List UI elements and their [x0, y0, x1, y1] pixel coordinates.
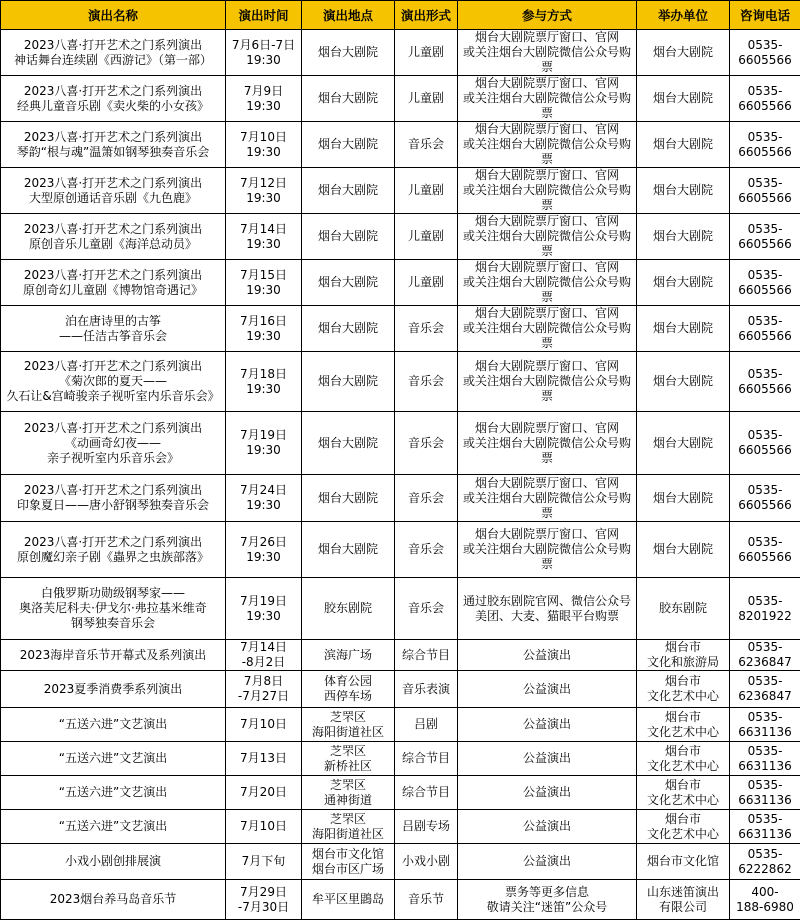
event-phone-cell: 400- 188-6980: [730, 880, 800, 920]
event-venue-cell: 胶东剧院: [302, 578, 395, 640]
event-method-cell: 通过胶东剧院官网、微信公众号 美团、大麦、猫眼平台购票: [458, 578, 637, 640]
event-method-cell: 公益演出: [458, 708, 637, 742]
table-row: [1, 776, 800, 810]
table-row: [1, 122, 800, 168]
event-phone-cell: 0535- 6605566: [730, 168, 800, 214]
table-row: [1, 30, 800, 76]
event-name-cell: 2023八喜·打开艺术之门系列演出 印象夏日——唐小舒钢琴独奏音乐会: [1, 475, 226, 522]
event-host-cell: 烟台大剧院: [637, 412, 730, 475]
event-form-cell: 音乐会: [395, 522, 458, 578]
header-method: 参与方式: [458, 1, 637, 30]
table-row: [1, 844, 800, 880]
event-venue-cell: 烟台大剧院: [302, 30, 395, 76]
table-row: [1, 522, 800, 578]
event-name-cell: 泊在唐诗里的古筝 ——任洁古筝音乐会: [1, 306, 226, 352]
event-venue-cell: 烟台市文化馆 烟台市区广场: [302, 844, 395, 880]
event-phone-cell: 0535- 6605566: [730, 412, 800, 475]
event-host-cell: 烟台大剧院: [637, 522, 730, 578]
event-form-cell: 音乐节: [395, 880, 458, 920]
event-phone-cell: 0535- 6631136: [730, 776, 800, 810]
event-phone-cell: 0535- 6222862: [730, 844, 800, 880]
event-host-cell: 烟台大剧院: [637, 214, 730, 260]
event-venue-cell: 体育公园 西停车场: [302, 671, 395, 708]
table-row: [1, 475, 800, 522]
event-host-cell: 烟台大剧院: [637, 30, 730, 76]
event-name-cell: 小戏小剧创排展演: [1, 844, 226, 880]
event-venue-cell: 芝罘区 海阳街道社区: [302, 810, 395, 844]
event-form-cell: 儿童剧: [395, 30, 458, 76]
event-time-cell: 7月13日: [226, 742, 302, 776]
header-phone: 咨询电话: [730, 1, 800, 30]
header-venue: 演出地点: [302, 1, 395, 30]
table-row: [1, 578, 800, 640]
table-row: [1, 412, 800, 475]
event-host-cell: 烟台大剧院: [637, 306, 730, 352]
event-method-cell: 烟台大剧院票厅窗口、官网 或关注烟台大剧院微信公众号购票: [458, 475, 637, 522]
event-name-cell: 2023海岸音乐节开幕式及系列演出: [1, 640, 226, 671]
event-time-cell: 7月14日 19:30: [226, 214, 302, 260]
event-phone-cell: 0535- 6605566: [730, 260, 800, 306]
event-venue-cell: 烟台大剧院: [302, 168, 395, 214]
table-row: [1, 742, 800, 776]
event-form-cell: 儿童剧: [395, 214, 458, 260]
event-form-cell: 吕剧专场: [395, 810, 458, 844]
table-row: [1, 640, 800, 671]
event-name-cell: 2023八喜·打开艺术之门系列演出 琴韵“根与魂”温箫如钢琴独奏音乐会: [1, 122, 226, 168]
event-name-cell: 2023八喜·打开艺术之门系列演出 《动画奇幻夜—— 亲子视听室内乐音乐会》: [1, 412, 226, 475]
event-form-cell: 音乐会: [395, 122, 458, 168]
header-host: 举办单位: [637, 1, 730, 30]
event-method-cell: 烟台大剧院票厅窗口、官网 或关注烟台大剧院微信公众号购票: [458, 522, 637, 578]
event-host-cell: 烟台市 文化艺术中心: [637, 742, 730, 776]
event-time-cell: 7月下旬: [226, 844, 302, 880]
event-method-cell: 烟台大剧院票厅窗口、官网 或关注烟台大剧院微信公众号购票: [458, 76, 637, 122]
event-venue-cell: 烟台大剧院: [302, 76, 395, 122]
event-venue-cell: 烟台大剧院: [302, 260, 395, 306]
event-method-cell: 公益演出: [458, 776, 637, 810]
event-host-cell: 烟台市 文化艺术中心: [637, 671, 730, 708]
event-time-cell: 7月19日 19:30: [226, 578, 302, 640]
event-method-cell: 烟台大剧院票厅窗口、官网 或关注烟台大剧院微信公众号购票: [458, 260, 637, 306]
event-time-cell: 7月15日 19:30: [226, 260, 302, 306]
event-name-cell: 2023八喜·打开艺术之门系列演出 原创奇幻儿童剧《博物馆奇遇记》: [1, 260, 226, 306]
event-name-cell: “五送六进”文艺演出: [1, 776, 226, 810]
event-time-cell: 7月14日 -8月2日: [226, 640, 302, 671]
event-phone-cell: 0535- 6605566: [730, 214, 800, 260]
event-form-cell: 儿童剧: [395, 76, 458, 122]
table-row: [1, 168, 800, 214]
event-host-cell: 胶东剧院: [637, 578, 730, 640]
table-row: [1, 810, 800, 844]
event-phone-cell: 0535- 6631136: [730, 742, 800, 776]
event-phone-cell: 0535- 6605566: [730, 76, 800, 122]
event-phone-cell: 0535- 8201922: [730, 578, 800, 640]
event-method-cell: 公益演出: [458, 742, 637, 776]
event-time-cell: 7月26日 19:30: [226, 522, 302, 578]
event-name-cell: 2023八喜·打开艺术之门系列演出 原创音乐儿童剧《海洋总动员》: [1, 214, 226, 260]
event-time-cell: 7月20日: [226, 776, 302, 810]
event-name-cell: “五送六进”文艺演出: [1, 742, 226, 776]
event-method-cell: 烟台大剧院票厅窗口、官网 或关注烟台大剧院微信公众号购票: [458, 30, 637, 76]
event-venue-cell: 烟台大剧院: [302, 412, 395, 475]
event-name-cell: 2023八喜·打开艺术之门系列演出 原创魔幻亲子剧《蟲界之虫族部落》: [1, 522, 226, 578]
table-row: [1, 352, 800, 412]
event-form-cell: 综合节目: [395, 742, 458, 776]
event-host-cell: 烟台市 文化艺术中心: [637, 776, 730, 810]
event-time-cell: 7月29日 -7月30日: [226, 880, 302, 920]
event-method-cell: 烟台大剧院票厅窗口、官网 或关注烟台大剧院微信公众号购票: [458, 306, 637, 352]
event-venue-cell: 芝罘区 新桥社区: [302, 742, 395, 776]
event-form-cell: 儿童剧: [395, 168, 458, 214]
event-form-cell: 音乐表演: [395, 671, 458, 708]
table-row: [1, 76, 800, 122]
event-time-cell: 7月9日 19:30: [226, 76, 302, 122]
event-host-cell: 烟台大剧院: [637, 76, 730, 122]
event-time-cell: 7月16日 19:30: [226, 306, 302, 352]
event-form-cell: 儿童剧: [395, 260, 458, 306]
event-name-cell: 2023八喜·打开艺术之门系列演出 神话舞台连续剧《西游记》（第一部）: [1, 30, 226, 76]
event-form-cell: 音乐会: [395, 306, 458, 352]
event-method-cell: 票务等更多信息 敬请关注“迷笛”公众号: [458, 880, 637, 920]
event-host-cell: 烟台大剧院: [637, 475, 730, 522]
event-venue-cell: 芝罘区 通神街道: [302, 776, 395, 810]
event-host-cell: 烟台市 文化艺术中心: [637, 810, 730, 844]
header-name: 演出名称: [1, 1, 226, 30]
event-time-cell: 7月10日: [226, 708, 302, 742]
event-method-cell: 烟台大剧院票厅窗口、官网 或关注烟台大剧院微信公众号购票: [458, 122, 637, 168]
event-host-cell: 烟台市文化馆: [637, 844, 730, 880]
event-form-cell: 小戏小剧: [395, 844, 458, 880]
event-name-cell: 2023八喜·打开艺术之门系列演出 《菊次郎的夏天—— 久石让&宫崎骏亲子视听室内乐音乐会》: [1, 352, 226, 412]
event-phone-cell: 0535- 6605566: [730, 30, 800, 76]
event-time-cell: 7月12日 19:30: [226, 168, 302, 214]
event-method-cell: 烟台大剧院票厅窗口、官网 或关注烟台大剧院微信公众号购票: [458, 214, 637, 260]
event-time-cell: 7月18日 19:30: [226, 352, 302, 412]
event-host-cell: 烟台大剧院: [637, 122, 730, 168]
event-venue-cell: 烟台大剧院: [302, 214, 395, 260]
event-form-cell: 吕剧: [395, 708, 458, 742]
event-method-cell: 公益演出: [458, 671, 637, 708]
table-row: [1, 214, 800, 260]
event-method-cell: 公益演出: [458, 810, 637, 844]
event-phone-cell: 0535- 6236847: [730, 671, 800, 708]
event-name-cell: 2023夏季消费季系列演出: [1, 671, 226, 708]
event-method-cell: 公益演出: [458, 640, 637, 671]
event-time-cell: 7月24日 19:30: [226, 475, 302, 522]
event-phone-cell: 0535- 6605566: [730, 122, 800, 168]
table-row: [1, 306, 800, 352]
event-name-cell: “五送六进”文艺演出: [1, 708, 226, 742]
event-form-cell: 音乐会: [395, 578, 458, 640]
table-row: [1, 708, 800, 742]
event-venue-cell: 滨海广场: [302, 640, 395, 671]
event-form-cell: 音乐会: [395, 352, 458, 412]
event-host-cell: 烟台市 文化和旅游局: [637, 640, 730, 671]
event-name-cell: 2023八喜·打开艺术之门系列演出 经典儿童音乐剧《卖火柴的小女孩》: [1, 76, 226, 122]
event-time-cell: 7月6日-7日 19:30: [226, 30, 302, 76]
event-method-cell: 公益演出: [458, 844, 637, 880]
event-phone-cell: 0535- 6605566: [730, 306, 800, 352]
event-time-cell: 7月10日: [226, 810, 302, 844]
event-venue-cell: 烟台大剧院: [302, 352, 395, 412]
table-row: [1, 880, 800, 920]
event-form-cell: 音乐会: [395, 475, 458, 522]
event-time-cell: 7月19日 19:30: [226, 412, 302, 475]
event-venue-cell: 烟台大剧院: [302, 122, 395, 168]
event-name-cell: “五送六进”文艺演出: [1, 810, 226, 844]
event-time-cell: 7月8日 -7月27日: [226, 671, 302, 708]
event-name-cell: 2023八喜·打开艺术之门系列演出 大型原创通话音乐剧《九色鹿》: [1, 168, 226, 214]
event-method-cell: 烟台大剧院票厅窗口、官网 或关注烟台大剧院微信公众号购票: [458, 412, 637, 475]
event-host-cell: 烟台大剧院: [637, 352, 730, 412]
header-form: 演出形式: [395, 1, 458, 30]
event-venue-cell: 烟台大剧院: [302, 475, 395, 522]
event-form-cell: 综合节目: [395, 776, 458, 810]
event-venue-cell: 烟台大剧院: [302, 522, 395, 578]
header-row: [1, 1, 800, 30]
event-form-cell: 音乐会: [395, 412, 458, 475]
event-host-cell: 烟台市 文化艺术中心: [637, 708, 730, 742]
event-phone-cell: 0535- 6605566: [730, 475, 800, 522]
event-form-cell: 综合节目: [395, 640, 458, 671]
event-venue-cell: 牟平区里鵾岛: [302, 880, 395, 920]
event-phone-cell: 0535- 6631136: [730, 810, 800, 844]
event-method-cell: 烟台大剧院票厅窗口、官网 或关注烟台大剧院微信公众号购票: [458, 168, 637, 214]
event-name-cell: 白俄罗斯功勋级钢琴家—— 奥洛芙尼科夫·伊戈尔·弗拉基米维奇 钢琴独奏音乐会: [1, 578, 226, 640]
event-host-cell: 烟台大剧院: [637, 168, 730, 214]
event-venue-cell: 烟台大剧院: [302, 306, 395, 352]
table-row: [1, 260, 800, 306]
event-phone-cell: 0535- 6605566: [730, 352, 800, 412]
event-name-cell: 2023烟台养马岛音乐节: [1, 880, 226, 920]
header-time: 演出时间: [226, 1, 302, 30]
event-phone-cell: 0535- 6605566: [730, 522, 800, 578]
event-phone-cell: 0535- 6236847: [730, 640, 800, 671]
event-method-cell: 烟台大剧院票厅窗口、官网 或关注烟台大剧院微信公众号购票: [458, 352, 637, 412]
event-host-cell: 烟台大剧院: [637, 260, 730, 306]
table-row: [1, 671, 800, 708]
event-time-cell: 7月10日 19:30: [226, 122, 302, 168]
event-host-cell: 山东迷笛演出 有限公司: [637, 880, 730, 920]
event-phone-cell: 0535- 6631136: [730, 708, 800, 742]
event-venue-cell: 芝罘区 海阳街道社区: [302, 708, 395, 742]
